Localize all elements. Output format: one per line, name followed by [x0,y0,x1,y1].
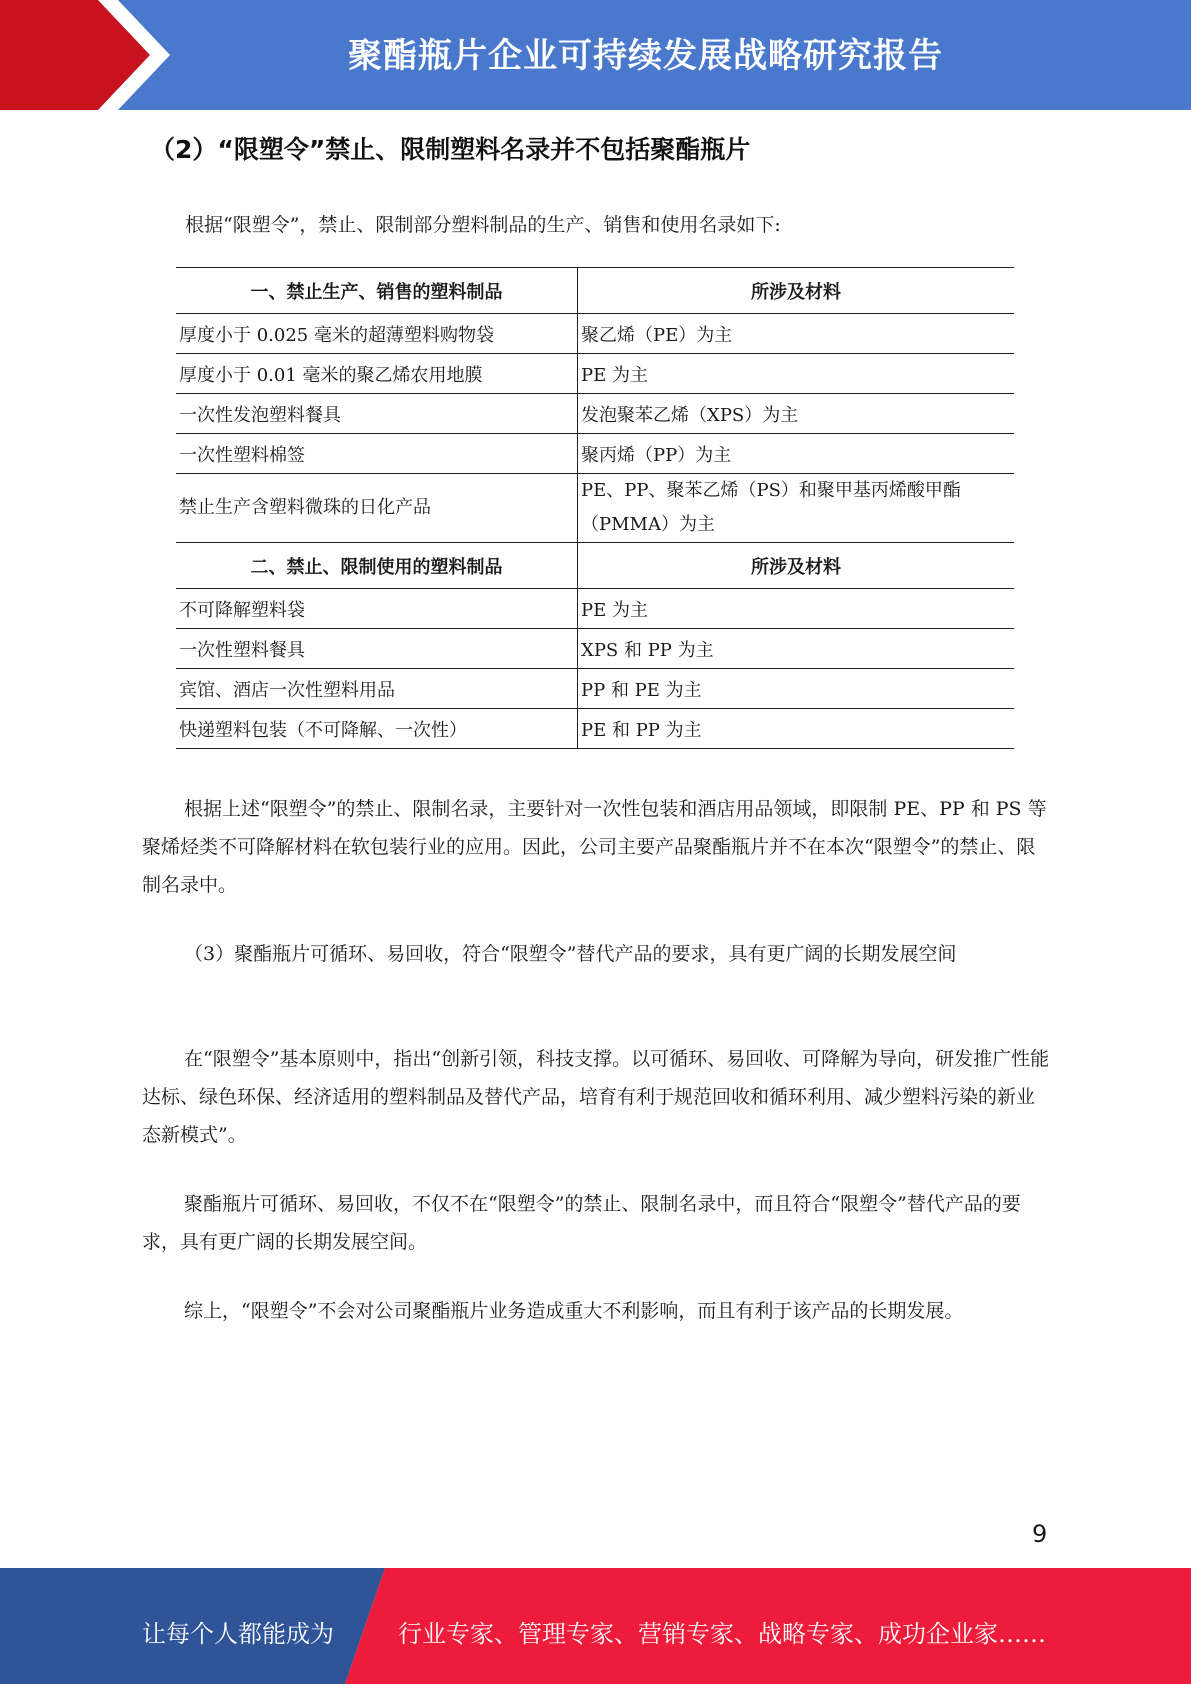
footer-slogan-right: 行业专家、管理专家、营销专家、战略专家、成功企业家…… [398,1620,1046,1648]
restriction-table [176,267,1014,749]
table-cell: XPS 和 PP 为主 [578,629,1015,669]
table-row [176,629,1014,669]
body-paragraph: 聚酯瓶片可循环、易回收，不仅不在“限塑令”的禁止、限制名录中，而且符合“限塑令”替代产品的要求，具有更广阔的长期发展空间。 [142,1193,1021,1253]
table-cell: PE 为主 [578,354,1015,394]
table-header-cell: 二、禁止、限制使用的塑料制品 [176,543,578,589]
body-paragraph: 根据上述“限塑令”的禁止、限制名录，主要针对一次性包装和酒店用品领域，即限制 PE、PP 和 PS 等聚烯烃类不可降解材料在软包装行业的应用。因此，公司主要产品聚酯瓶片并不在本次“限塑令”的禁止、限制名录中。 [142,798,1047,896]
page-number: 9 [1032,1520,1048,1548]
table-cell: 发泡聚苯乙烯（XPS）为主 [578,394,1015,434]
table-header-cell: 所涉及材料 [578,268,1015,314]
table-cell: PE 为主 [578,589,1015,629]
table-cell: 聚丙烯（PP）为主 [578,434,1015,474]
table-group-header [176,268,1014,314]
table-cell: PE 和 PP 为主 [578,709,1015,749]
table-cell: 禁止生产含塑料微珠的日化产品 [176,474,578,543]
footer-slogan-left: 让每个人都能成为 [142,1620,334,1648]
table-row [176,354,1014,394]
table-cell: 一次性塑料棉签 [176,434,578,474]
table-cell: PE、PP、聚苯乙烯（PS）和聚甲基丙烯酸甲酯（PMMA）为主 [578,474,1015,543]
table-header-cell: 一、禁止生产、销售的塑料制品 [176,268,578,314]
body-paragraph: 综上，“限塑令”不会对公司聚酯瓶片业务造成重大不利影响，而且有利于该产品的长期发展。 [184,1300,964,1322]
table-header-cell: 所涉及材料 [578,543,1015,589]
page-header [0,0,1191,110]
table-cell: 一次性发泡塑料餐具 [176,394,578,434]
table-cell: 不可降解塑料袋 [176,589,578,629]
table-cell: 聚乙烯（PE）为主 [578,314,1015,354]
body-paragraph: 在“限塑令”基本原则中，指出“创新引领，科技支撑。以可循环、易回收、可降解为导向，研发推广性能达标、绿色环保、经济适用的塑料制品及替代产品，培育有利于规范回收和循环利用、减少塑料污染的新业态新模式”。 [142,1048,1050,1146]
table-cell: 厚度小于 0.025 毫米的超薄塑料购物袋 [176,314,578,354]
intro-text: 根据“限塑令”，禁止、限制部分塑料制品的生产、销售和使用名录如下: [185,214,781,236]
header-title: 聚酯瓶片企业可持续发展战略研究报告 [348,36,943,76]
page-footer [0,1568,1191,1684]
table-cell: PP 和 PE 为主 [578,669,1015,709]
table-row [176,709,1014,749]
table-row [176,669,1014,709]
table-cell: 宾馆、酒店一次性塑料用品 [176,669,578,709]
table-row [176,394,1014,434]
table-row [176,434,1014,474]
subsection-heading: （3）聚酯瓶片可循环、易回收，符合“限塑令”替代产品的要求，具有更广阔的长期发展空间 [184,943,957,965]
table-cell: 一次性塑料餐具 [176,629,578,669]
table-row [176,314,1014,354]
table-group-header [176,543,1014,589]
table-cell: 快递塑料包装（不可降解、一次性） [176,709,578,749]
table-row [176,474,1014,543]
table-row [176,589,1014,629]
table-cell: 厚度小于 0.01 毫米的聚乙烯农用地膜 [176,354,578,394]
section-heading: （2）“限塑令”禁止、限制塑料名录并不包括聚酯瓶片 [150,135,751,164]
